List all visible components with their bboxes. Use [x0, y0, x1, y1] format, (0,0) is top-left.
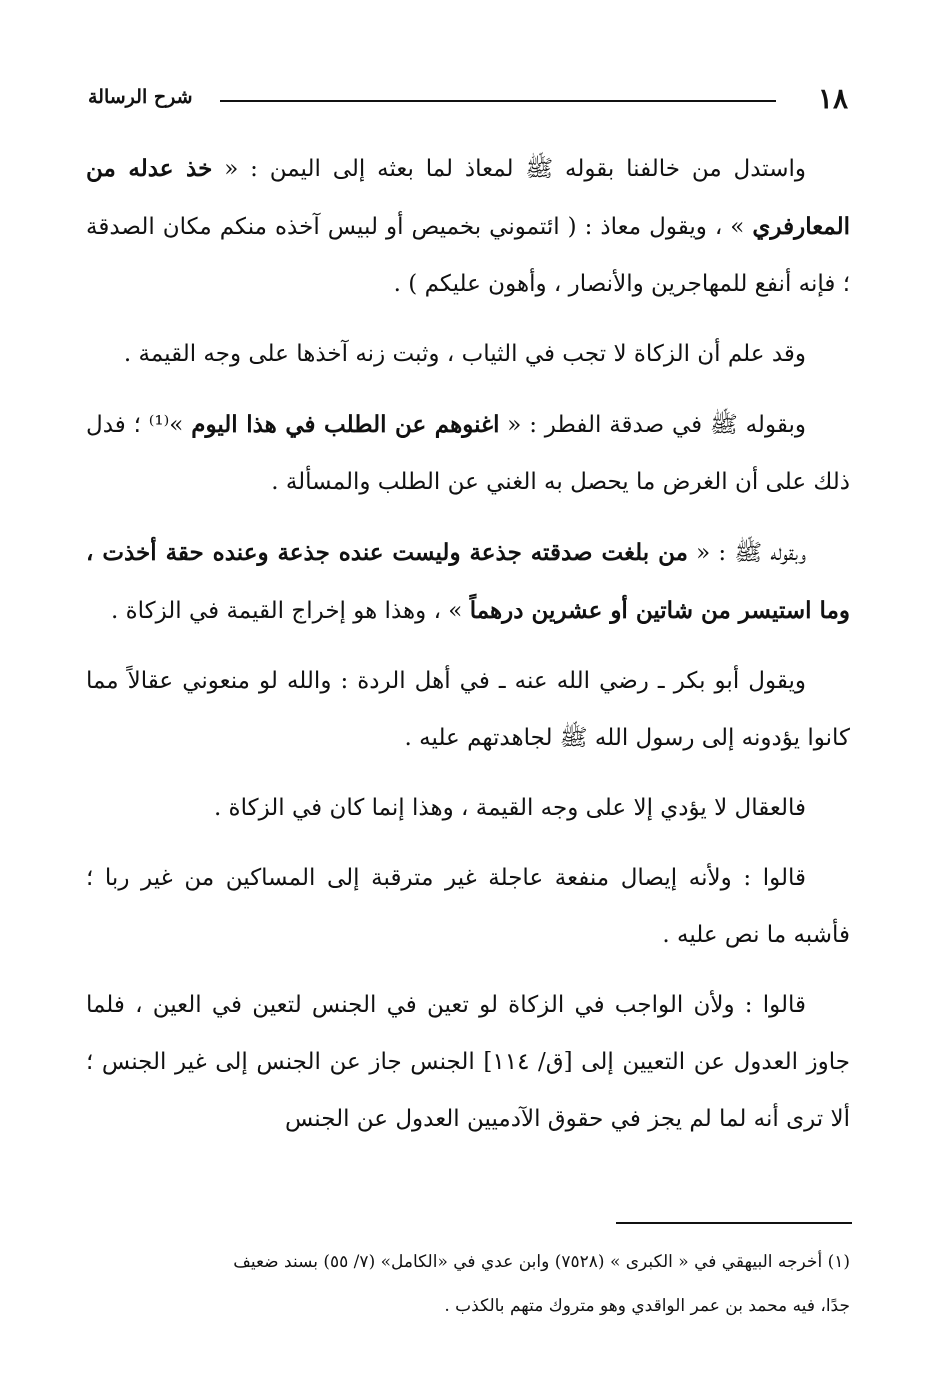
footnote [86, 1240, 850, 1328]
paragraph [86, 326, 850, 383]
running-title: شرح الرسالة [88, 86, 193, 108]
paragraph [86, 524, 850, 640]
footnote-line: (١) أخرجه البيهقي في « الكبرى » (٧٥٢٨) وابن عدي في «الكامل» (٧/ ٥٥) بسند ضعيف [233, 1252, 850, 1272]
paragraph [86, 780, 850, 837]
text-run: قالوا : ولأن الواجب في الزكاة لو تعين في الجنس لتعين في العين ، فلما جاوز العدول عن التعيين إلى [ق/ ١١٤] الجنس جاز عن الجنس إلى غير الجنس ؛ ألا ترى أنه لما لم يجز في حقوق الآدميين العدول عن الجنس [86, 992, 850, 1132]
text-run: »⁽¹⁾ ؛ فدل ذلك على أن الغرض ما يحصل به الغني عن الطلب والمسألة . [86, 412, 850, 495]
text-run: فالعقال لا يؤدي إلا على وجه القيمة ، وهذا إنما كان في الزكاة . [213, 795, 806, 821]
paragraph [86, 653, 850, 767]
page-header [88, 80, 848, 120]
text-run: وقد علم أن الزكاة لا تجب في الثياب ، وثبت زنه آخذها على وجه القيمة . [123, 341, 806, 367]
header-divider [220, 100, 776, 102]
footnote-line: جدًا، فيه محمد بن عمر الواقدي وهو متروك متهم بالكذب . [444, 1296, 850, 1316]
paragraph [86, 140, 850, 313]
text-run: » ، ويقول معاذ : ( ائتموني بخميص أو لبيس آخذه منكم مكان الصدقة ؛ فإنه أنفع للمهاجرين والأنصار ، وأهون عليكم ) . [86, 214, 850, 297]
paragraph [86, 850, 850, 964]
text-run: » ، وهذا هو إخراج القيمة في الزكاة . [110, 598, 470, 624]
main-text [86, 140, 850, 1161]
text-run: واستدل من خالفنا بقوله ﷺ لمعاذ لما بعثه إلى اليمن : « [212, 156, 806, 182]
footnotes [86, 1240, 850, 1328]
page-number: ١٨ [817, 82, 848, 115]
text-run: ويقول أبو بكر ـ رضي الله عنه ـ في أهل الردة : والله لو منعوني عقالاً مما كانوا يؤدونه إلى رسول الله ﷺ لجاهدتهم عليه . [86, 668, 850, 751]
paragraph [86, 396, 850, 511]
text-run: وبقوله ﷺ : « [687, 540, 807, 566]
hadith-quote: خذ عدله من المعارفري [86, 155, 850, 240]
footnote-divider [616, 1222, 852, 1224]
paragraph [86, 977, 850, 1148]
hadith-quote: من بلغت صدقته جذعة وليست عنده جذعة وعنده حقة أخذت ، وما استيسر من شاتين أو عشرين درهماً [86, 539, 850, 624]
text-run: وبقوله ﷺ في صدقة الفطر : « [499, 412, 806, 438]
hadith-quote: اغنوهم عن الطلب في هذا اليوم [191, 411, 500, 438]
text-run: قالوا : ولأنه إيصال منفعة عاجلة غير مترقبة إلى المساكين من غير ربا ؛ فأشبه ما نص عليه . [86, 865, 850, 948]
